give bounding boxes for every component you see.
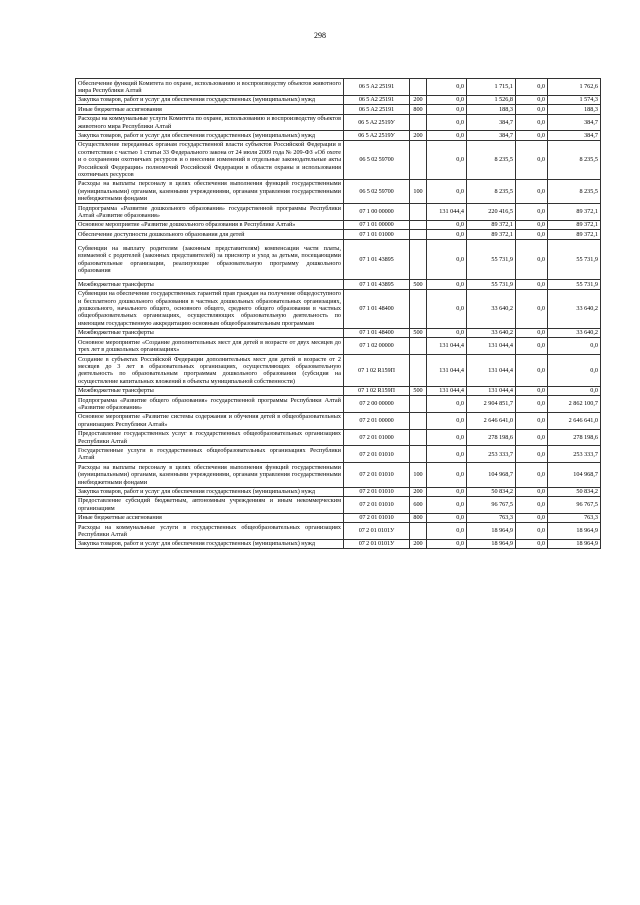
row-name: Межбюджетные трансферты: [76, 280, 344, 289]
row-name: Закупка товаров, работ и услуг для обеспечения государственных (муниципальных) нужд: [76, 539, 344, 548]
row-value-1: 0,0: [427, 463, 467, 487]
table-row: [76, 396, 601, 413]
row-code: 06 5 A2 25191: [344, 79, 410, 96]
row-value-4: 188,3: [548, 105, 601, 114]
row-value-1: 0,0: [427, 95, 467, 104]
row-expense-type: [410, 140, 427, 179]
row-name: Расходы на коммунальные услуги в государственных общеобразовательных организациях Республики Алтай: [76, 523, 344, 540]
row-value-4: 55 731,9: [548, 239, 601, 280]
row-value-4: 763,3: [548, 513, 601, 522]
table-row: [76, 355, 601, 387]
row-expense-type: [410, 396, 427, 413]
row-value-4: 33 640,2: [548, 328, 601, 337]
row-value-2: 89 372,1: [467, 230, 516, 239]
row-value-4: 8 235,5: [548, 140, 601, 179]
row-value-3: 0,0: [516, 496, 548, 513]
table-row: [76, 179, 601, 203]
row-value-2: 384,7: [467, 114, 516, 131]
row-name: Расходы на выплаты персоналу в целях обеспечения выполнения функций государственными (муниципальными) органами, казенными учреждениями, органами управления государственными внебюджетными фондами: [76, 463, 344, 487]
row-expense-type: [410, 239, 427, 280]
row-value-1: 0,0: [427, 230, 467, 239]
row-value-1: 0,0: [427, 114, 467, 131]
row-value-3: 0,0: [516, 523, 548, 540]
table-row: [76, 523, 601, 540]
row-name: Закупка товаров, работ и услуг для обеспечения государственных (муниципальных) нужд: [76, 487, 344, 496]
row-value-1: 0,0: [427, 79, 467, 96]
row-value-3: 0,0: [516, 463, 548, 487]
row-value-1: 0,0: [427, 513, 467, 522]
row-code: 07 1 01 43895: [344, 280, 410, 289]
row-code: 06 5 A2 25191: [344, 105, 410, 114]
row-value-1: 131 044,4: [427, 204, 467, 221]
row-code: 07 1 02 R159П: [344, 355, 410, 387]
row-name: Закупка товаров, работ и услуг для обеспечения государственных (муниципальных) нужд: [76, 131, 344, 140]
row-expense-type: [410, 523, 427, 540]
row-name: Осуществление переданных органам государственной власти субъектов Российской Федерации в соответствии с частью 1 статьи 33 Федерального закона от 24 июля 2009 года № 209-ФЗ «Об охоте и о сохранении охотничьих ресурсов и о внесении изменений в отдельные законодательные акты Российской Федерации» полномочий Российской Федерации в области охраны и использования охотничьих ресурсов: [76, 140, 344, 179]
budget-table: [75, 78, 601, 549]
row-name: Расходы на выплаты персоналу в целях обеспечения выполнения функций государственными (муниципальными) органами, казенными учреждениями, органами управления государственными внебюджетными фондами: [76, 179, 344, 203]
row-value-1: 0,0: [427, 328, 467, 337]
row-value-4: 384,7: [548, 131, 601, 140]
row-value-3: 0,0: [516, 396, 548, 413]
row-value-3: 0,0: [516, 95, 548, 104]
row-value-1: 131 044,4: [427, 355, 467, 387]
table-row: [76, 487, 601, 496]
row-code: 07 1 02 00000: [344, 338, 410, 355]
row-value-4: 384,7: [548, 114, 601, 131]
row-value-1: 131 044,4: [427, 338, 467, 355]
row-value-4: 8 235,5: [548, 179, 601, 203]
table-row: [76, 386, 601, 395]
row-expense-type: [410, 355, 427, 387]
row-expense-type: [410, 79, 427, 96]
row-expense-type: 200: [410, 539, 427, 548]
table-row: [76, 463, 601, 487]
row-value-1: 0,0: [427, 220, 467, 229]
row-expense-type: 200: [410, 131, 427, 140]
row-value-1: 0,0: [427, 446, 467, 463]
row-value-1: 131 044,4: [427, 386, 467, 395]
row-value-4: 18 964,9: [548, 523, 601, 540]
row-expense-type: [410, 446, 427, 463]
row-expense-type: [410, 220, 427, 229]
row-name: Межбюджетные трансферты: [76, 328, 344, 337]
row-value-3: 0,0: [516, 230, 548, 239]
row-value-3: 0,0: [516, 539, 548, 548]
table-row: [76, 289, 601, 328]
row-value-4: 2 862 100,7: [548, 396, 601, 413]
row-expense-type: 600: [410, 496, 427, 513]
row-value-1: 0,0: [427, 539, 467, 548]
row-name: Закупка товаров, работ и услуг для обеспечения государственных (муниципальных) нужд: [76, 95, 344, 104]
row-code: 07 1 01 00000: [344, 220, 410, 229]
row-value-1: 0,0: [427, 289, 467, 328]
row-value-3: 0,0: [516, 446, 548, 463]
row-expense-type: [410, 204, 427, 221]
row-value-2: 188,3: [467, 105, 516, 114]
row-name: Создание в субъектах Российской Федерации дополнительных мест для детей в возрасте от 2 месяцев до 3 лет в образовательных организациях, осуществляющих образовательную деятельность по образовательным программам дошкольного образования (субсидия на осуществление капитальных вложений в объекты муниципальной собственности): [76, 355, 344, 387]
row-value-3: 0,0: [516, 386, 548, 395]
row-code: 07 1 01 48400: [344, 289, 410, 328]
row-name: Основное мероприятие «Развитие системы содержания и обучения детей в общеобразовательных организациях Республики Алтай»: [76, 412, 344, 429]
row-expense-type: 800: [410, 105, 427, 114]
row-value-3: 0,0: [516, 513, 548, 522]
row-code: 06 5 A2 25191: [344, 95, 410, 104]
row-value-4: 50 834,2: [548, 487, 601, 496]
row-expense-type: 500: [410, 280, 427, 289]
row-expense-type: 500: [410, 328, 427, 337]
table-row: [76, 131, 601, 140]
table-row: [76, 539, 601, 548]
row-value-1: 0,0: [427, 523, 467, 540]
row-expense-type: 200: [410, 95, 427, 104]
row-value-4: 89 372,1: [548, 204, 601, 221]
table-body: [76, 79, 601, 549]
row-value-3: 0,0: [516, 412, 548, 429]
row-value-3: 0,0: [516, 105, 548, 114]
row-value-2: 131 044,4: [467, 386, 516, 395]
row-value-3: 0,0: [516, 220, 548, 229]
row-value-1: 0,0: [427, 487, 467, 496]
row-name: Подпрограмма «Развитие дошкольного образования» государственной программы Республики Алтай «Развитие образования»: [76, 204, 344, 221]
row-value-2: 131 044,4: [467, 338, 516, 355]
row-value-1: 0,0: [427, 105, 467, 114]
row-code: 07 2 01 01010: [344, 513, 410, 522]
row-code: 07 2 00 00000: [344, 396, 410, 413]
row-value-3: 0,0: [516, 355, 548, 387]
row-code: 06 5 02 59700: [344, 179, 410, 203]
row-value-3: 0,0: [516, 79, 548, 96]
row-value-3: 0,0: [516, 280, 548, 289]
row-value-4: 18 964,9: [548, 539, 601, 548]
row-value-3: 0,0: [516, 487, 548, 496]
row-value-2: 2 904 851,7: [467, 396, 516, 413]
row-value-2: 18 964,9: [467, 523, 516, 540]
row-value-4: 104 968,7: [548, 463, 601, 487]
row-value-3: 0,0: [516, 338, 548, 355]
row-value-1: 0,0: [427, 396, 467, 413]
table-row: [76, 95, 601, 104]
table-row: [76, 140, 601, 179]
row-code: 07 1 00 00000: [344, 204, 410, 221]
row-expense-type: 800: [410, 513, 427, 522]
row-value-3: 0,0: [516, 239, 548, 280]
row-expense-type: [410, 412, 427, 429]
table-row: [76, 496, 601, 513]
row-name: Обеспечение функций Комитета по охране, использованию и воспроизводству объектов животного мира Республики Алтай: [76, 79, 344, 96]
row-name: Государственные услуги в государственных общеобразовательных организациях Республики Алтай: [76, 446, 344, 463]
row-code: 07 1 02 R159П: [344, 386, 410, 395]
table-row: [76, 412, 601, 429]
row-value-2: 50 834,2: [467, 487, 516, 496]
table-row: [76, 105, 601, 114]
row-expense-type: 100: [410, 179, 427, 203]
row-value-1: 0,0: [427, 131, 467, 140]
row-value-2: 278 198,6: [467, 429, 516, 446]
row-name: Субвенции на выплату родителям (законным представителям) компенсации части платы, взимаемой с родителей (законных представителей) за присмотр и уход за детьми, посещающими образовательные организации, реализующие образовательную программу дошкольного образования: [76, 239, 344, 280]
row-value-3: 0,0: [516, 114, 548, 131]
row-code: 07 2 01 01010: [344, 487, 410, 496]
row-expense-type: 500: [410, 386, 427, 395]
row-value-2: 33 640,2: [467, 328, 516, 337]
table-row: [76, 446, 601, 463]
row-name: Обеспечение доступности дошкольного образования для детей: [76, 230, 344, 239]
table-row: [76, 204, 601, 221]
row-value-3: 0,0: [516, 289, 548, 328]
row-value-4: 96 767,5: [548, 496, 601, 513]
row-value-3: 0,0: [516, 140, 548, 179]
row-name: Межбюджетные трансферты: [76, 386, 344, 395]
row-expense-type: [410, 230, 427, 239]
page-number: 298: [314, 31, 326, 40]
row-code: 07 2 01 0101У: [344, 523, 410, 540]
row-code: 07 2 01 01010: [344, 463, 410, 487]
row-value-3: 0,0: [516, 131, 548, 140]
row-value-3: 0,0: [516, 179, 548, 203]
row-value-2: 384,7: [467, 131, 516, 140]
row-code: 07 1 01 01000: [344, 230, 410, 239]
row-value-4: 2 646 641,0: [548, 412, 601, 429]
row-value-2: 55 731,9: [467, 239, 516, 280]
row-name: Иные бюджетные ассигнования: [76, 105, 344, 114]
row-code: 07 2 01 00000: [344, 412, 410, 429]
row-value-4: 1 574,3: [548, 95, 601, 104]
row-value-4: 253 333,7: [548, 446, 601, 463]
row-value-2: 763,3: [467, 513, 516, 522]
row-value-2: 1 715,1: [467, 79, 516, 96]
table-row: [76, 338, 601, 355]
row-name: Субвенции на обеспечение государственных гарантий прав граждан на получение общедоступного и бесплатного дошкольного образования в частных дошкольных образовательных организациях, дошкольного, начального общего, основного общего, среднего общего образования в частных общеобразовательных организациях, осуществляющих образовательную деятельность по имеющим государственную аккредитацию основным общеобразовательным программам: [76, 289, 344, 328]
row-value-4: 33 640,2: [548, 289, 601, 328]
row-code: 07 2 01 0101У: [344, 539, 410, 548]
row-value-1: 0,0: [427, 429, 467, 446]
row-value-4: 89 372,1: [548, 230, 601, 239]
row-value-4: 55 731,9: [548, 280, 601, 289]
row-value-1: 0,0: [427, 412, 467, 429]
row-code: 07 1 01 48400: [344, 328, 410, 337]
row-value-3: 0,0: [516, 204, 548, 221]
row-code: 07 2 01 01010: [344, 496, 410, 513]
table-row: [76, 114, 601, 131]
row-value-4: 0,0: [548, 355, 601, 387]
row-value-4: 278 198,6: [548, 429, 601, 446]
table-row: [76, 328, 601, 337]
row-expense-type: 100: [410, 463, 427, 487]
row-value-2: 2 646 641,0: [467, 412, 516, 429]
table-row: [76, 429, 601, 446]
row-code: 06 5 A2 2519У: [344, 114, 410, 131]
row-expense-type: [410, 114, 427, 131]
row-value-1: 0,0: [427, 496, 467, 513]
row-value-3: 0,0: [516, 429, 548, 446]
row-code: 07 2 01 01010: [344, 446, 410, 463]
row-code: 06 5 02 59700: [344, 140, 410, 179]
row-value-1: 0,0: [427, 239, 467, 280]
table-row: [76, 220, 601, 229]
row-expense-type: 200: [410, 487, 427, 496]
row-value-4: 89 372,1: [548, 220, 601, 229]
table-row: [76, 239, 601, 280]
row-name: Основное мероприятие «Создание дополнительных мест для детей в возрасте от двух месяцев до трех лет в дошкольных организациях»: [76, 338, 344, 355]
row-value-4: 0,0: [548, 338, 601, 355]
row-value-2: 1 526,8: [467, 95, 516, 104]
row-name: Подпрограмма «Развитие общего образования» государственной программы Республики Алтай «Развитие образования»: [76, 396, 344, 413]
row-value-2: 89 372,1: [467, 220, 516, 229]
row-value-1: 0,0: [427, 179, 467, 203]
row-value-2: 96 767,5: [467, 496, 516, 513]
row-name: Иные бюджетные ассигнования: [76, 513, 344, 522]
row-expense-type: [410, 338, 427, 355]
row-value-2: 220 416,5: [467, 204, 516, 221]
row-expense-type: [410, 289, 427, 328]
row-value-1: 0,0: [427, 140, 467, 179]
row-value-4: 0,0: [548, 386, 601, 395]
row-code: 07 2 01 01000: [344, 429, 410, 446]
row-value-2: 131 044,4: [467, 355, 516, 387]
row-name: Предоставление субсидий бюджетным, автономным учреждениям и иным некоммерческим организациям: [76, 496, 344, 513]
row-expense-type: [410, 429, 427, 446]
row-name: Расходы на коммунальные услуги Комитета по охране, использованию и воспроизводству объектов животного мира Республики Алтай: [76, 114, 344, 131]
row-code: 07 1 01 43895: [344, 239, 410, 280]
table-row: [76, 230, 601, 239]
row-code: 06 5 A2 2519У: [344, 131, 410, 140]
row-value-4: 1 762,6: [548, 79, 601, 96]
row-value-2: 8 235,5: [467, 140, 516, 179]
row-name: Основное мероприятие «Развитие дошкольного образования в Республике Алтай»: [76, 220, 344, 229]
row-value-1: 0,0: [427, 280, 467, 289]
table-row: [76, 280, 601, 289]
row-value-2: 33 640,2: [467, 289, 516, 328]
row-value-2: 253 333,7: [467, 446, 516, 463]
row-value-3: 0,0: [516, 328, 548, 337]
row-value-2: 55 731,9: [467, 280, 516, 289]
row-value-2: 104 968,7: [467, 463, 516, 487]
table-row: [76, 513, 601, 522]
row-name: Предоставление государственных услуг в государственных общеобразовательных организациях Республики Алтай: [76, 429, 344, 446]
table-row: [76, 79, 601, 96]
row-value-2: 8 235,5: [467, 179, 516, 203]
row-value-2: 18 964,9: [467, 539, 516, 548]
